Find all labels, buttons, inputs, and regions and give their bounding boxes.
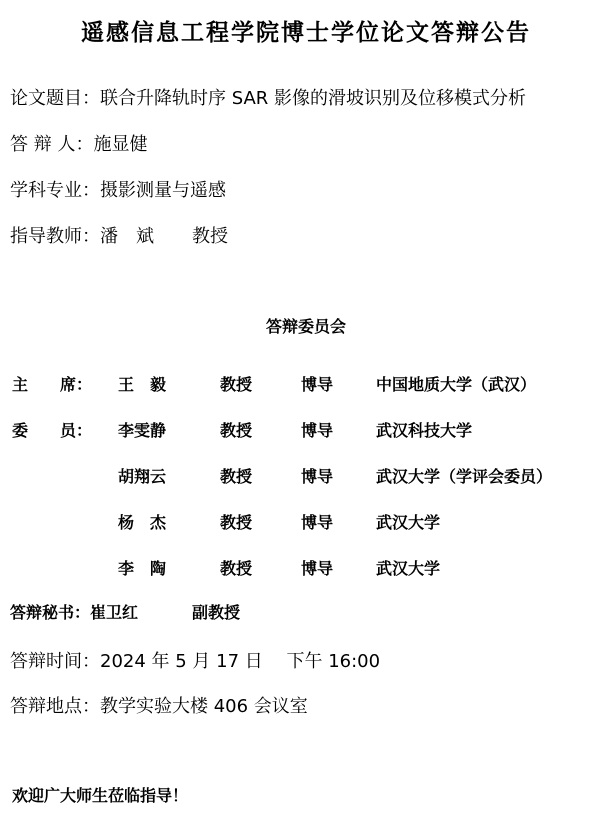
- member-institution: 武汉大学: [376, 559, 441, 578]
- page-title: 遥感信息工程学院博士学位论文答辩公告: [81, 19, 531, 46]
- member-name: 杨 杰: [118, 513, 167, 532]
- committee-heading: 答辩委员会: [265, 317, 346, 336]
- defense-place-label: 答辩地点：: [10, 696, 100, 717]
- member-title: 教授: [220, 375, 253, 394]
- defense-place-value: 教学实验大楼 406 会议室: [100, 696, 308, 717]
- member-title: 教授: [220, 421, 253, 440]
- defender-row: [10, 130, 147, 156]
- member-title: 教授: [220, 467, 253, 486]
- member-supervisor: 博导: [301, 421, 334, 440]
- member-institution: 武汉大学: [376, 513, 441, 532]
- member-name: 李雯静: [118, 421, 167, 440]
- defender-label: 答 辩 人：: [10, 134, 94, 155]
- thesis-row: [10, 84, 526, 110]
- member-name: 李 陶: [118, 559, 167, 578]
- major-row: [10, 176, 226, 202]
- major-label: 学科专业：: [10, 180, 100, 201]
- member-supervisor: 博导: [301, 467, 334, 486]
- member-institution: 武汉大学（学评会委员）: [376, 467, 553, 486]
- secretary-label: 答辩秘书：: [10, 603, 91, 622]
- member-title: 教授: [220, 513, 253, 532]
- thesis-label: 论文题目：: [10, 88, 100, 109]
- advisor-name: 潘 斌: [100, 226, 154, 247]
- member-role: 委 员：: [12, 421, 93, 440]
- welcome-message: 欢迎广大师生莅临指导！: [12, 786, 189, 805]
- advisor-row: [10, 222, 228, 248]
- major-value: 摄影测量与遥感: [100, 180, 226, 201]
- defense-time-row: [10, 647, 380, 673]
- secretary-row: [10, 600, 240, 623]
- advisor-label: 指导教师：: [10, 226, 100, 247]
- defense-time-label: 答辩时间：: [10, 651, 100, 672]
- defender-value: 施显健: [93, 134, 148, 155]
- member-name: 胡翔云: [118, 467, 167, 486]
- member-institution: 中国地质大学（武汉）: [376, 375, 537, 394]
- thesis-value: 联合升降轨时序 SAR 影像的滑坡识别及位移模式分析: [100, 88, 527, 109]
- member-supervisor: 博导: [301, 559, 334, 578]
- member-title: 教授: [220, 559, 253, 578]
- advisor-title: 教授: [192, 226, 228, 247]
- member-supervisor: 博导: [301, 513, 334, 532]
- defense-place-row: [10, 692, 308, 718]
- secretary-name: 崔卫红: [90, 603, 139, 622]
- member-role: 主 席：: [12, 375, 93, 394]
- secretary-title: 副教授: [192, 603, 241, 622]
- member-supervisor: 博导: [301, 375, 334, 394]
- member-name: 王 毅: [118, 375, 167, 394]
- member-institution: 武汉科技大学: [376, 421, 473, 440]
- defense-time-value: 2024 年 5 月 17 日 下午 16:00: [100, 651, 381, 672]
